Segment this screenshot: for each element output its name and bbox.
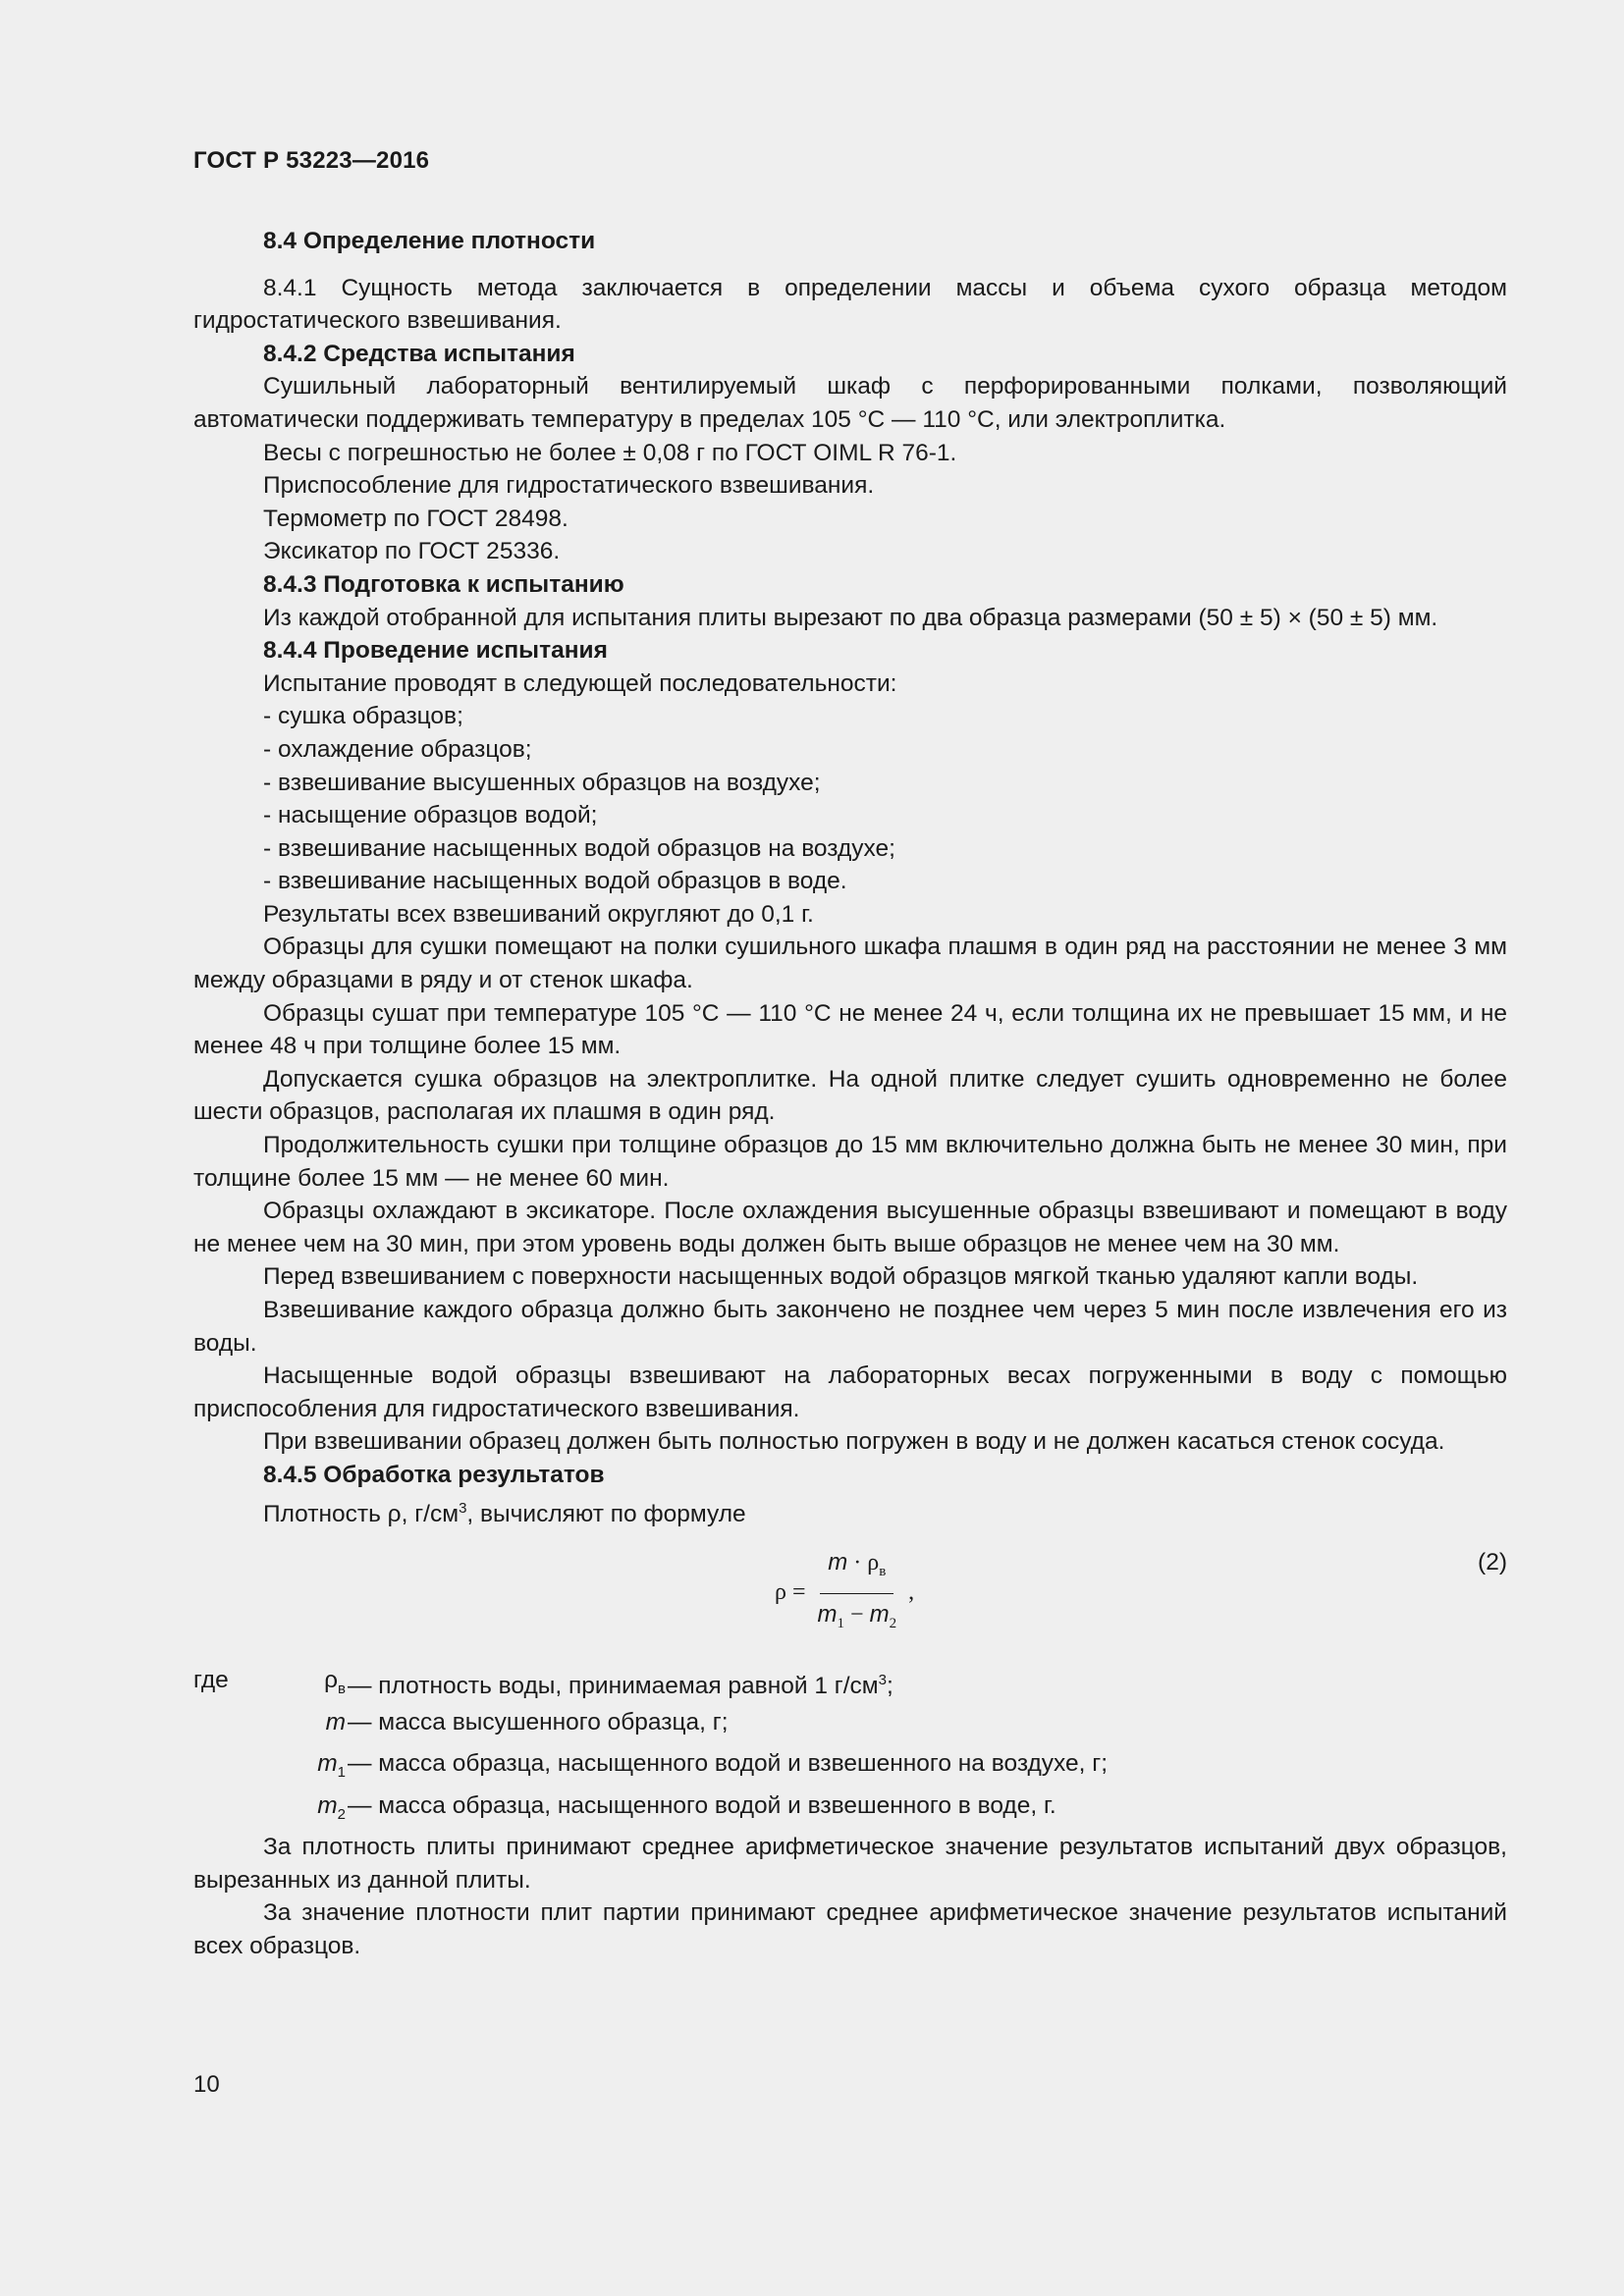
formula-lhs: ρ = xyxy=(775,1579,806,1606)
sequence-step: - сушка образцов; xyxy=(263,703,463,730)
procedure-paragraph: Образцы для сушки помещают на полки сушильного шкафа плашмя в один ряд на расстоянии не менее 3 мм между образцами в ряду и от стенок шкафа. xyxy=(193,934,1507,994)
definition-row: где $\rho_в$ — плотность воды, принимаемая равной 1 $г/см^3$; xyxy=(193,1664,1507,1705)
formula-trailing-comma: , xyxy=(908,1579,915,1606)
conclusion-paragraph: За плотность плиты принимают среднее арифметическое значение результатов испытаний двух образцов, вырезанных из данной плиты. xyxy=(193,1834,1507,1894)
procedure-paragraph: Результаты всех взвешиваний округляют до 0,1 г. xyxy=(263,900,814,928)
page-number: 10 xyxy=(193,2071,220,2098)
sequence-step: - охлаждение образцов; xyxy=(263,735,532,763)
equation-number: (2) xyxy=(1478,1549,1507,1576)
density-formula xyxy=(775,1546,914,1640)
sequence-intro: Испытание проводят в следующей последовательности: xyxy=(263,669,897,697)
equipment-item: Весы с погрешностью не более ± 0,08 г по ГОСТ OIML R 76-1. xyxy=(263,439,957,466)
procedure-paragraph: Допускается сушка образцов на электроплитке. На одной плитке следует сушить одновременно не более шести образцов, располагая их плашмя в один ряд. xyxy=(193,1065,1507,1126)
subsection-heading-8-4-3: 8.4.3 Подготовка к испытанию xyxy=(263,570,624,598)
paragraph-8-4-3: Из каждой отобранной для испытания плиты вырезают по два образца размерами (50 ± 5) × (50 ± 5) мм. xyxy=(263,604,1438,631)
sequence-step: - взвешивание насыщенных водой образцов в воде. xyxy=(263,868,847,895)
subsection-heading-8-4-2: 8.4.2 Средства испытания xyxy=(263,340,575,367)
running-header: ГОСТ Р 53223—2016 xyxy=(193,147,430,174)
procedure-paragraph: Насыщенные водой образцы взвешивают на лабораторных весах погруженными в воду с помощью приспособления для гидростатического взвешивания. xyxy=(193,1362,1507,1422)
subsection-heading-8-4-4: 8.4.4 Проведение испытания xyxy=(263,637,608,665)
formula-fraction xyxy=(810,1546,905,1640)
sequence-step: - взвешивание насыщенных водой образцов на воздухе; xyxy=(263,834,895,862)
subsection-heading-8-4-5: 8.4.5 Обработка результатов xyxy=(263,1461,605,1488)
formula-numerator: $m \cdot \rho_в$ xyxy=(820,1546,893,1593)
paragraph-8-4-1: 8.4.1 Сущность метода заключается в определении массы и объема сухого образца методом гидростатического взвешивания. xyxy=(193,274,1507,335)
where-word: где xyxy=(193,1667,229,1694)
symbol-definitions xyxy=(193,1664,1507,1831)
conclusion-paragraph: За значение плотности плит партии принимают среднее арифметическое значение результатов испытаний всех образцов. xyxy=(193,1899,1507,1960)
procedure-paragraph: Продолжительность сушки при толщине образцов до 15 мм включительно должна быть не менее 30 мин, при толщине более 15 мм — не менее 60 мин. xyxy=(193,1132,1507,1192)
sequence-step: - насыщение образцов водой; xyxy=(263,802,598,829)
equipment-item: Сушильный лабораторный вентилируемый шкаф с перфорированными полками, позволяющий автоматически поддерживать температуру в пределах 105 °С — 110 °С, или электроплитка. xyxy=(193,373,1507,433)
procedure-paragraph: Перед взвешиванием с поверхности насыщенных водой образцов мягкой тканью удаляют капли воды. xyxy=(263,1263,1419,1291)
section-heading-8-4: 8.4 Определение плотности xyxy=(263,228,596,254)
equipment-item: Приспособление для гидростатического взвешивания. xyxy=(263,472,875,500)
procedure-paragraph: При взвешивании образец должен быть полностью погружен в воду и не должен касаться стенок сосуда. xyxy=(263,1428,1445,1456)
definition-row: m — масса высушенного образца, г; xyxy=(325,1708,729,1735)
procedure-paragraph: Образцы сушат при температуре 105 °С — 110 °С не менее 24 ч, если толщина их не превышает 15 мм, и не менее 48 ч при толщине более 15 мм. xyxy=(193,999,1507,1060)
formula-block xyxy=(193,1532,1507,1658)
definition-row: $m_2$ — масса образца, насыщенного водой и взвешенного в воде, г. xyxy=(317,1791,1056,1823)
sequence-step: - взвешивание высушенных образцов на воздухе; xyxy=(263,769,821,796)
procedure-paragraph: Взвешивание каждого образца должно быть закончено не позднее чем через 5 мин после извлечения его из воды. xyxy=(193,1297,1507,1357)
document-body xyxy=(193,225,1507,1963)
formula-denominator: $m_1 - m_2$ xyxy=(817,1600,897,1631)
equipment-item: Термометр по ГОСТ 28498. xyxy=(263,505,568,532)
definition-row: $m_1$ — масса образца, насыщенного водой и взвешенного на воздухе, г; xyxy=(317,1750,1109,1782)
procedure-paragraph: Образцы охлаждают в эксикаторе. После охлаждения высушенные образцы взвешивают и помещают в воду не менее чем на 30 мин, при этом уровень воды должен быть выше образцов не менее чем на 30 мм. xyxy=(193,1198,1507,1257)
equipment-item: Эксикатор по ГОСТ 25336. xyxy=(263,538,561,565)
formula-intro: Плотность ρ, $г/см^3$, вычисляют по формуле xyxy=(263,1499,746,1527)
